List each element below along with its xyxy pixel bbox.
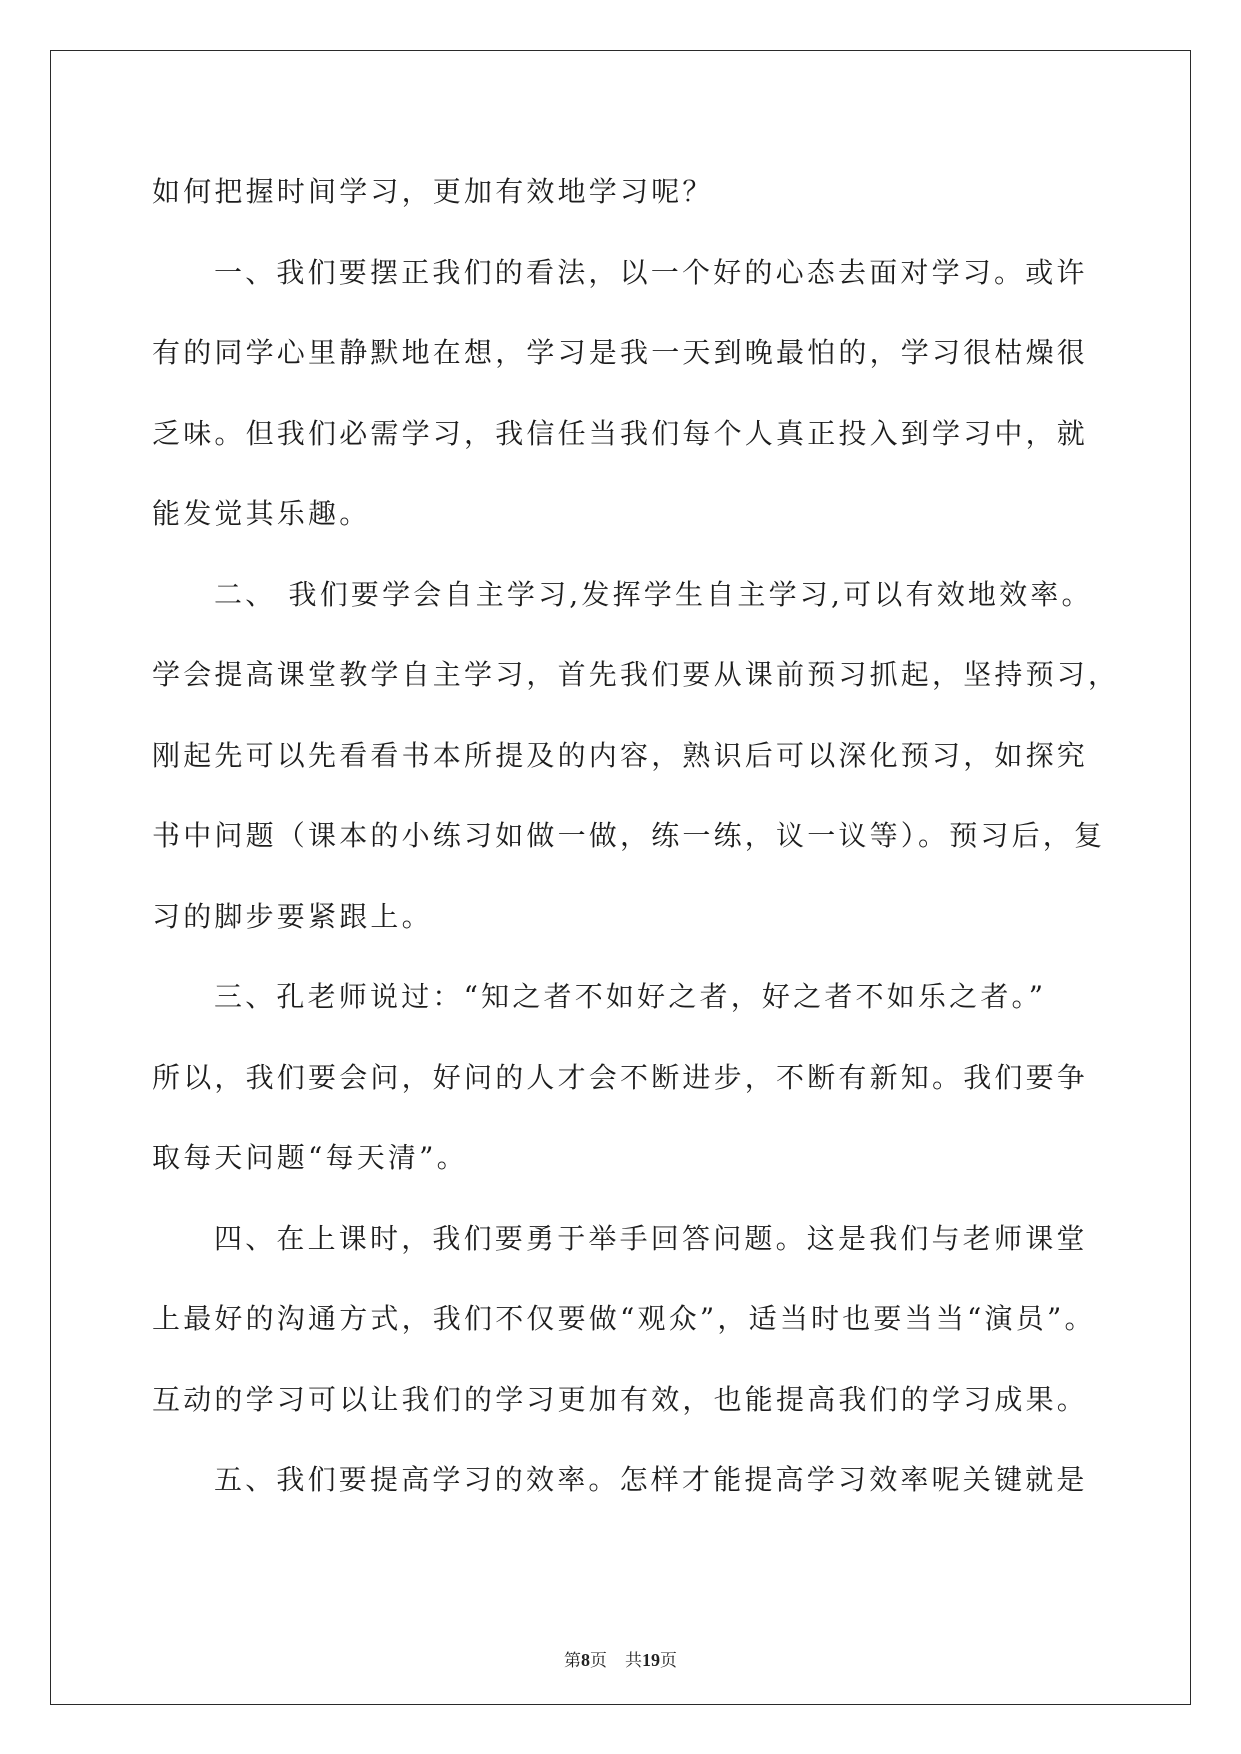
text-line: 能发觉其乐趣。 <box>152 497 371 530</box>
text-line: 乏味。但我们必需学习，我信任当我们每个人真正投入到学习中，就 <box>152 416 1089 450</box>
text-line: 有的同学心里静默地在想，学习是我一天到晚最怕的，学习很枯燥很 <box>152 336 1089 369</box>
text-line: 互动的学习可以让我们的学习更加有效，也能提高我们的学习成果。 <box>152 1382 1089 1416</box>
text-line: 书中问题（课本的小练习如做一做，练一练，议一议等）。预习后，复 <box>152 819 1106 852</box>
paragraph-5-start: 五、我们要提高学习的效率。怎样才能提高学习效率呢关键就是 <box>214 1463 1088 1496</box>
text-line: 学会提高课堂教学自主学习，首先我们要从课前预习抓起，坚持预习， <box>152 658 1120 691</box>
text-line: 如何把握时间学习，更加有效地学习呢？ <box>152 175 714 208</box>
paragraph-4-start: 四、在上课时，我们要勇于举手回答问题。这是我们与老师课堂 <box>214 1221 1088 1255</box>
total-prefix: 共 <box>625 1651 642 1671</box>
document-body <box>152 152 1132 1521</box>
page-prefix: 第 <box>564 1651 581 1671</box>
paragraph-3-start: 三、孔老师说过：“知之者不如好之者，好之者不如乐之者。” <box>214 980 1047 1013</box>
total-pages: 19 <box>642 1650 660 1670</box>
page-number: 8 <box>581 1650 590 1670</box>
paragraph-1-start: 一、我们要摆正我们的看法，以一个好的心态去面对学习。或许 <box>214 255 1088 289</box>
page-suffix: 页 <box>590 1651 607 1671</box>
paragraph-2-start: 二、 我们要学会自主学习,发挥学生自主学习,可以有效地效率。 <box>214 577 1093 611</box>
total-suffix: 页 <box>660 1651 677 1671</box>
text-line: 上最好的沟通方式，我们不仅要做“观众”，适当时也要当当“演员”。 <box>152 1302 1096 1335</box>
text-line: 取每天问题“每天清”。 <box>152 1141 468 1174</box>
text-line: 刚起先可以先看看书本所提及的内容，熟识后可以深化预习，如探究 <box>152 738 1089 772</box>
text-line: 习的脚步要紧跟上。 <box>152 899 433 933</box>
page-footer <box>0 1646 1241 1675</box>
text-line: 所以，我们要会问，好问的人才会不断进步，不断有新知。我们要争 <box>152 1060 1089 1094</box>
